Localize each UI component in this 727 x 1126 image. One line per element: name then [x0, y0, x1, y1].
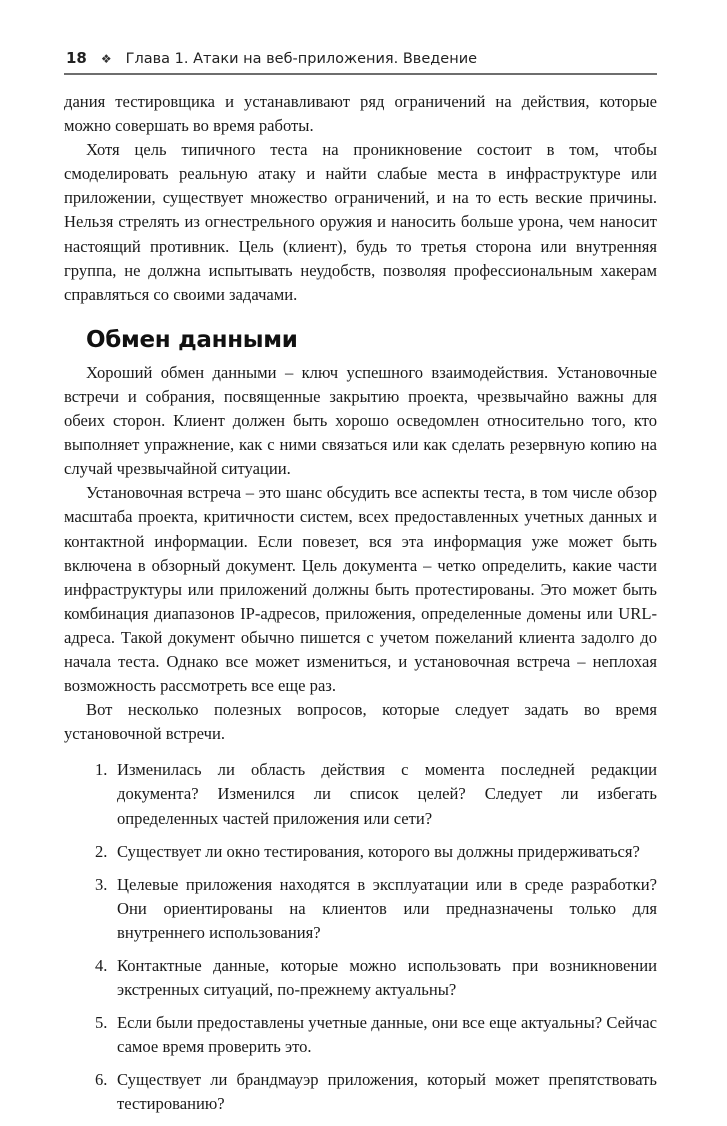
list-item	[64, 1068, 657, 1116]
paragraph: Хотя цель типичного теста на проникновение состоит в том, чтобы смоделировать реальную атаку и найти слабые места в инфраструктуре или приложении, существует множество ограничений, и на то есть веские причины. Нельзя стрелять из огнестрельного оружия и наносить больше урона, чем наносит настоящий противник. Цель (клиент), будь то третья сторона или внутренняя группа, не должна испытывать неудобств, позволяя профессиональным хакерам справляться со своими задачами.	[64, 140, 657, 304]
ornament-icon: ❖	[100, 52, 112, 66]
page-number: 18	[66, 49, 87, 67]
list-item	[64, 840, 657, 864]
list-number: 2.	[95, 841, 108, 861]
list-item-text: Если были предоставлены учетные данные, они все еще актуальны? Сейчас самое время проверить это.	[117, 1013, 657, 1057]
list-number: 1.	[95, 760, 108, 780]
page-body	[64, 90, 657, 1126]
section-heading: Обмен данными	[86, 326, 298, 353]
list-item	[64, 954, 657, 1002]
list-item-text: Контактные данные, которые можно использовать при возникновении экстренных ситуаций, по-прежнему актуальны?	[117, 956, 657, 1000]
paragraph: Хороший обмен данными – ключ успешного взаимодействия. Установочные встречи и собрания, посвященные закрытию проекта, чрезвычайно важны для обеих сторон. Клиент должен быть хорошо осведомлен относительно того, кто выполняет упражнение, как с ними связаться или как сделать резервную копию на случай чрезвычайной ситуации.	[64, 362, 657, 479]
list-number: 5.	[95, 1013, 108, 1033]
paragraph-continued: дания тестировщика и устанавливают ряд ограничений на действия, которые можно совершать во время работы.	[64, 92, 657, 136]
chapter-title: Глава 1. Атаки на веб-приложения. Введение	[125, 51, 478, 67]
questions-list	[64, 758, 657, 1116]
list-item-text: Изменилась ли область действия с момента последней редакции документа? Изменился ли список целей? Следует ли избегать определенных частей приложения или сети?	[117, 760, 657, 828]
running-head	[64, 49, 657, 73]
list-item	[64, 873, 657, 945]
paragraph: Установочная встреча – это шанс обсудить все аспекты теста, в том числе обзор масштаба проекта, критичности систем, всех предоставленных учетных данных и контактной информации. Если повезет, вся эта информация уже может быть включена в обзорный документ. Цель документа – четко определить, какие части инфраструктуры или приложений должны быть протестированы. Это может быть комбинация диапазонов IP-адресов, приложения, определенные домены или URL-адреса. Такой документ обычно пишется с учетом пожеланий клиента задолго до начала теста. Однако все может измениться, и установочная встреча – неплохая возможность рассмотреть все еще раз.	[64, 483, 657, 696]
list-item-text: Существует ли окно тестирования, которого вы должны придерживаться?	[117, 841, 640, 861]
list-item-text: Существует ли брандмауэр приложения, который может препятствовать тестированию?	[117, 1070, 657, 1114]
list-number: 3.	[95, 874, 108, 894]
list-item-text: Целевые приложения находятся в эксплуатации или в среде разработки? Они ориентированы на клиентов или предназначены только для внутреннего использования?	[117, 874, 657, 942]
paragraph: Вот несколько полезных вопросов, которые следует задать во время установочной встречи.	[64, 700, 657, 744]
list-number: 6.	[95, 1070, 108, 1090]
list-item	[64, 1011, 657, 1059]
header-rule	[64, 73, 657, 75]
list-number: 4.	[95, 956, 108, 975]
list-item	[64, 758, 657, 830]
